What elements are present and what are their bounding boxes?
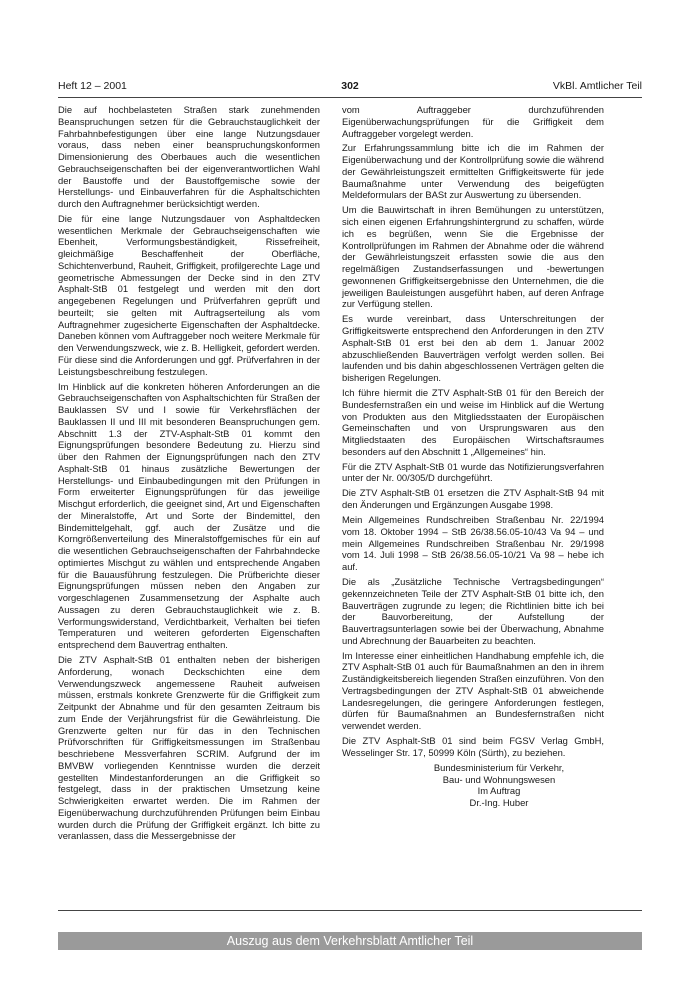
issue-label: Heft 12 – 2001: [58, 80, 127, 92]
paragraph: Die auf hochbelasteten Straßen stark zunehmenden Beanspruchungen setzen für die Gebrauchstauglichkeit der Fahrbahnbefestigungen über eine lange Nutzungsdauer voraus, dass neben einer beanspruchungskonformen Dimensionierung des Oberbaues auch die wesentlichen Gebrauchseigenschaften bei der eigenverantwortlichen Wahl der Baustoffe und der Baustoffgemische sowie der Herstellungs- und Einbauverfahren für die Asphaltschichten durch den Auftragnehmer berücksichtigt werden.: [58, 104, 320, 209]
paragraph: Die als „Zusätzliche Technische Vertragsbedingungen“ gekennzeichneten Teile der ZTV Asphalt-StB 01 bitte ich, den Bauverträgen zugrunde zu legen; die Richtlinien bitte ich bei der Bauvorbereitung, der Aufstellung der Bauvertragsunterlagen sowie bei der Überwachung, Abnahme und Abrechnung der Bauarbeiten zu beachten.: [342, 576, 604, 646]
paragraph: Die ZTV Asphalt-StB 01 enthalten neben der bisherigen Anforderung, wonach Deckschichten eine dem Verwendungszweck angemessene Rauheit aufweisen müssen, erstmals konkrete Grenzwerte für die Griffigkeit zum Zeitpunkt der Abnahme und für den gesamten Zeitraum bis zum Ende der Verjährungsfrist für die Gewährleistung. Die Grenzwerte gelten nur für das in den Technischen Prüfvorschriften für Griffigkeitsmessungen im Straßenbau beschriebene Messverfahren SCRIM. Aufgrund der im BMVBW vorliegenden Kenntnisse wurden die derzeit gestellten Mindestanforderungen an die Griffigkeit so festgelegt, dass in der praktischen Umsetzung keine Schwierigkeiten erwartet werden. Die im Rahmen der Eigenüberwachung durchzuführenden Prüfungen beim Einbau wurden durch die Prüfung der Griffigkeit ergänzt. Ich bitte zu veranlassen, dass die Messergebnisse der: [58, 654, 320, 842]
signature-line: Bau- und Wohnungswesen: [442, 773, 556, 785]
right-column: [342, 104, 604, 809]
paragraph: Im Hinblick auf die konkreten höheren Anforderungen an die Gebrauchseigenschaften von Asphaltschichten für Straßen der Bauklassen SV und I sowie für Verkehrsflächen der Bauklassen II und III mit besonderen Beanspruchungen gem. Abschnitt 1.3 der ZTV-Asphalt-StB 01 kommt den Eignungsprüfungen besondere Bedeutung zu. Hierzu sind über den Rahmen der Eignungsprüfungen nach den ZTV Asphalt-StB 01 hinaus zusätzliche Bewertungen der Herstellungs- und Einbaubedingungen mit den Prüfungen in Form erweiterter Eignungsprüfungen für das jeweilige Mischgut erforderlich, die geeignet sind, Art und Eigenschaften der Mineralstoffe, Art und Sorte der Bindemittel, den Bindemittelgehalt, ggf. auch der Zusätze und die Korngrößenverteilung des Mineralstoffgemisches für ein auf die wesentlichen Gebrauchseigenschaften der Fahrbahndecke optimiertes Mischgut zu wählen und entsprechende Angaben für die Bauausführung festzulegen. Die Prüfberichte dieser Eignungsprüfungen müssen neben den Angaben zur vorgeschlagenen Zusammensetzung der Asphalte auch Aussagen zu deren Gebrauchstauglichkeit wie z. B. Verformungswiderstand, Verdichtbarkeit, Verhalten bei tiefen Temperaturen und weiteren geforderten Eigenschaften entsprechend dem Bauvertrag enthalten.: [58, 380, 320, 651]
signature-line: Bundesministerium für Verkehr,: [433, 761, 565, 773]
signature-block: [342, 762, 604, 809]
footer-banner: Auszug aus dem Verkehrsblatt Amtlicher Teil: [58, 932, 642, 950]
paragraph: vom Auftraggeber durchzuführenden Eigenüberwachungsprüfungen für die Griffigkeit dem Auftraggeber vorgelegt werden.: [342, 104, 604, 139]
paragraph: Im Interesse einer einheitlichen Handhabung empfehle ich, die ZTV Asphalt-StB 01 auch für Baumaßnahmen an den in ihrem Zuständigkeitsbereich liegenden Straßen einzuführen. Von den Vertragsbedingungen der ZTV Asphalt-StB 01 abweichende Landesregelungen, die geringere Anforderungen festlegen, dürfen für Baumaßnahmen an Bundesfernstraßen nicht verwendet werden.: [342, 649, 604, 732]
paragraph: Für die ZTV Asphalt-StB 01 wurde das Notifizierungsverfahren unter der Nr. 00/305/D durchgeführt.: [342, 460, 604, 484]
left-column: [58, 104, 320, 845]
paragraph: Die für eine lange Nutzungsdauer von Asphaltdecken wesentlichen Merkmale der Gebrauchseigenschaften wie Ebenheit, Verformungsbeständigkeit, Rissefreiheit, gleichmäßige Beschaffenheit der Oberfläche, Schichtenverbund, Rauheit, Griffigkeit, profilgerechte Lage und geometrische Abmessungen der Decke sind in den ZTV Asphalt-StB 01 festgelegt und werden mit den dort angegebenen Regelungen und Prüfverfahren geprüft und beurteilt; sie gelten mit Auftragserteilung als vom Auftragnehmer zugesicherte Eigenschaften der Asphaltdecke. Daneben können vom Auftraggeber noch weitere Merkmale für den Verwendungszweck, wie z. B. Helligkeit, gefordert werden. Für diese sind die Anforderungen und ggf. Prüfverfahren in der Leistungsbeschreibung festzulegen.: [58, 212, 320, 377]
signature-line: Im Auftrag: [477, 785, 521, 797]
paragraph: Ich führe hiermit die ZTV Asphalt-StB 01 für den Bereich der Bundesfernstraßen ein und weise im Hinblick auf die Wertung von Produkten aus den Mitgliedsstaaten der Europäischen Gemeinschaften und von Ursprungswaren aus den Mitgliedstaaten des Europäischen Wirtschaftsraumes besonders auf den Abschnitt 1 „Allgemeines“ hin.: [342, 387, 604, 457]
signature-line: Dr.-Ing. Huber: [469, 797, 529, 809]
paragraph: Es wurde vereinbart, dass Unterschreitungen der Griffigkeitswerte entsprechend den Anforderungen in den ZTV Asphalt-StB 01 erst bei den ab dem 1. Januar 2002 abzuschließenden Bauverträgen verfolgt werden sollen. Bei laufenden und bis dahin abgeschlossenen Verträgen gelten die bisherigen Regelungen.: [342, 313, 604, 384]
page-header: [58, 80, 642, 96]
paragraph: Um die Bauwirtschaft in ihren Bemühungen zu unterstützen, sich einen eigenen Erfahrungshintergrund zu schaffen, würde ich es begrüßen, wenn Sie die Ergebnisse der Kontrollprüfungen im Rahmen der Abnahme oder die während der Gewährleistungszeit erfassten sowie die aus den regelmäßigen Zustandserfassungen und -bewertungen gewonnenen Griffigkeitsergebnisse den Unternehmen, die die jeweiligen Bauleistungen ausgeführt haben, auf deren Anfrage zur Verfügung stellen.: [342, 204, 604, 310]
paragraph: Die ZTV Asphalt-StB 01 sind beim FGSV Verlag GmbH, Wesselinger Str. 17, 50999 Köln (Sürth), zu beziehen.: [342, 735, 604, 758]
header-rule: [58, 97, 642, 98]
page-number: 302: [341, 80, 359, 92]
footer-rule: [58, 910, 642, 911]
paragraph: Mein Allgemeines Rundschreiben Straßenbau Nr. 22/1994 vom 18. Oktober 1994 – StB 26/38.56.05-10/43 Va 94 – und mein Allgemeines Rundschreiben Straßenbau Nr. 29/1998 vom 14. Juli 1998 – StB 26/38.56.05-10/21 Va 98 – hebe ich auf.: [342, 514, 604, 573]
publication-label: VkBl. Amtlicher Teil: [552, 80, 642, 92]
paragraph: Die ZTV Asphalt-StB 01 ersetzen die ZTV Asphalt-StB 94 mit den Änderungen und Ergänzungen Ausgabe 1998.: [342, 487, 604, 511]
paragraph: Zur Erfahrungssammlung bitte ich die im Rahmen der Eigenüberwachung und der Kontrollprüfung sowie die während der Gewährleistungszeit ermittelten Griffigkeitswerte für jede Baumaßnahme unter Verwendung des beigefügten Meldeformulars der BASt zur Auswertung zu übersenden.: [342, 142, 604, 201]
